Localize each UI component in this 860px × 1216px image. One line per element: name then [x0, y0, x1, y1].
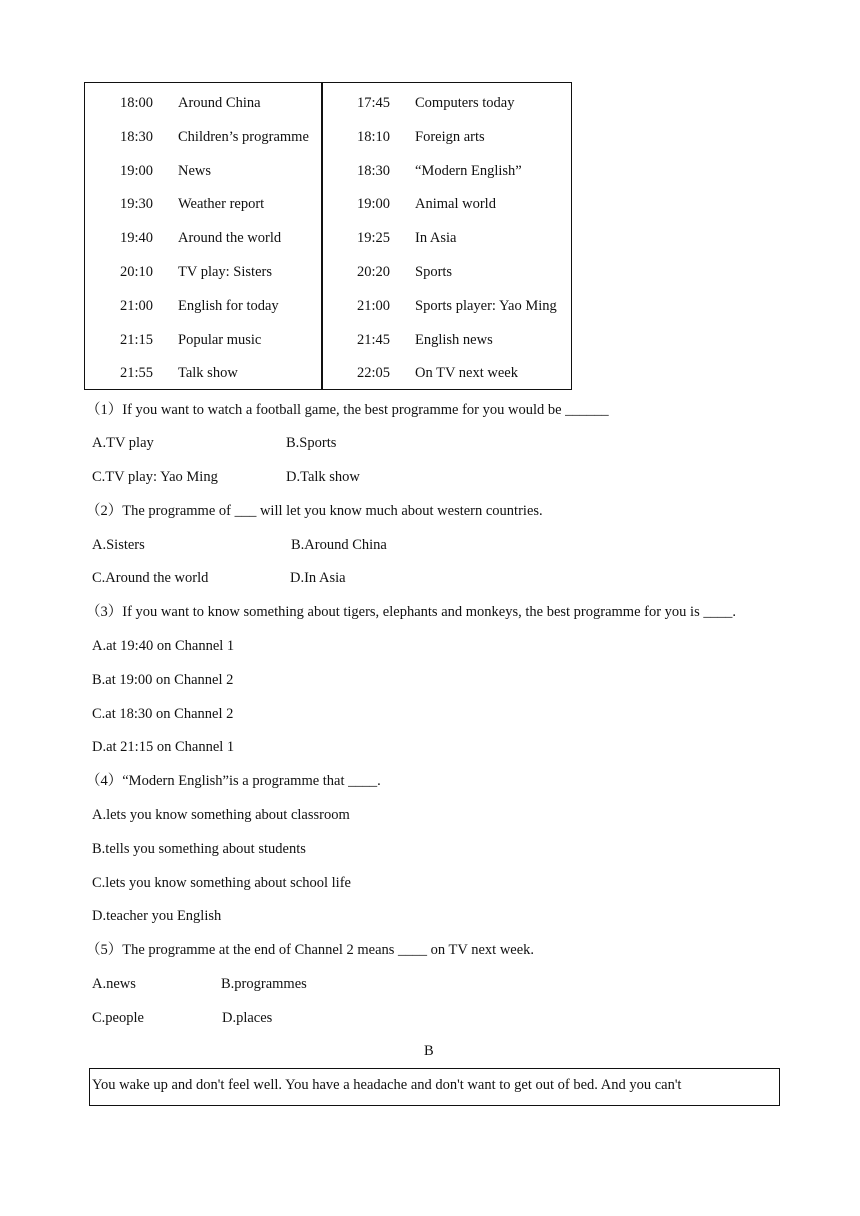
schedule-row [85, 262, 321, 282]
answer-option: C.lets you know something about school life [92, 875, 351, 891]
schedule-row [85, 93, 321, 113]
question-stem: （3）If you want to know something about tigers, elephants and monkeys, the best programme for you is ____. [86, 604, 736, 620]
schedule-time: 19:30 [120, 196, 154, 212]
schedule-time: 18:30 [120, 129, 154, 145]
schedule-programme: News [178, 163, 212, 179]
schedule-programme: Around China [178, 95, 261, 111]
answer-option: B.Sports [286, 435, 337, 451]
schedule-time: 22:05 [357, 365, 391, 381]
schedule-programme: Popular music [178, 332, 262, 348]
schedule-row [323, 194, 571, 214]
schedule-programme: Sports player: Yao Ming [415, 298, 557, 314]
schedule-time: 18:00 [120, 95, 154, 111]
schedule-time: 21:15 [120, 332, 154, 348]
schedule-time: 17:45 [357, 95, 391, 111]
answer-option: A.news [92, 976, 136, 992]
answer-option: A.Sisters [92, 537, 145, 553]
schedule-time: 18:10 [357, 129, 391, 145]
section-b-heading: B [424, 1043, 434, 1059]
tv-schedule-table [84, 82, 572, 390]
answer-option: C.TV play: Yao Ming [92, 469, 218, 485]
schedule-row [85, 194, 321, 214]
answer-option: B.at 19:00 on Channel 2 [92, 672, 234, 688]
answer-option: A.at 19:40 on Channel 1 [92, 638, 235, 654]
schedule-programme: Weather report [178, 196, 265, 212]
schedule-time: 21:45 [357, 332, 391, 348]
answer-option: A.TV play [92, 435, 154, 451]
schedule-programme: Computers today [415, 95, 515, 111]
answer-option: D.teacher you English [92, 908, 222, 924]
schedule-row [85, 363, 321, 383]
schedule-row [85, 330, 321, 350]
schedule-row [85, 228, 321, 248]
schedule-row [323, 330, 571, 350]
schedule-row [85, 127, 321, 147]
answer-option: B.Around China [291, 537, 387, 553]
schedule-time: 19:00 [120, 163, 154, 179]
section-b-passage-box [89, 1068, 780, 1106]
schedule-programme: English for today [178, 298, 279, 314]
schedule-programme: Foreign arts [415, 129, 485, 145]
answer-option: D.places [222, 1010, 273, 1026]
answer-option: D.In Asia [290, 570, 346, 586]
schedule-row [323, 127, 571, 147]
schedule-row [323, 262, 571, 282]
question-stem: （4）“Modern English”is a programme that ____. [86, 773, 381, 789]
answer-option: D.at 21:15 on Channel 1 [92, 739, 235, 755]
schedule-programme: In Asia [415, 230, 457, 246]
question-stem: （2）The programme of ___ will let you know much about western countries. [86, 503, 543, 519]
section-b-passage-text: You wake up and don't feel well. You have a headache and don't want to get out of bed. And you can't [92, 1077, 682, 1093]
schedule-time: 19:25 [357, 230, 391, 246]
answer-option: D.Talk show [286, 469, 360, 485]
answer-option: B.tells you something about students [92, 841, 306, 857]
schedule-row [323, 161, 571, 181]
schedule-time: 19:40 [120, 230, 154, 246]
schedule-row [323, 296, 571, 316]
answer-option: C.Around the world [92, 570, 209, 586]
schedule-time: 18:30 [357, 163, 391, 179]
schedule-programme: Animal world [415, 196, 496, 212]
schedule-row [85, 296, 321, 316]
schedule-programme: TV play: Sisters [178, 264, 272, 280]
answer-option: A.lets you know something about classroom [92, 807, 350, 823]
schedule-programme: “Modern English” [415, 163, 522, 179]
schedule-time: 21:00 [120, 298, 154, 314]
schedule-programme: English news [415, 332, 493, 348]
schedule-time: 21:00 [357, 298, 391, 314]
answer-option: B.programmes [221, 976, 307, 992]
schedule-time: 21:55 [120, 365, 154, 381]
schedule-programme: On TV next week [415, 365, 518, 381]
schedule-time: 20:20 [357, 264, 391, 280]
schedule-row [323, 363, 571, 383]
answer-option: C.at 18:30 on Channel 2 [92, 706, 234, 722]
schedule-programme: Children’s programme [178, 129, 309, 145]
schedule-time: 19:00 [357, 196, 391, 212]
schedule-programme: Talk show [178, 365, 238, 381]
question-stem: （5）The programme at the end of Channel 2 means ____ on TV next week. [86, 942, 535, 958]
schedule-time: 20:10 [120, 264, 154, 280]
schedule-programme: Around the world [178, 230, 282, 246]
question-stem: （1）If you want to watch a football game, the best programme for you would be ______ [86, 402, 609, 418]
schedule-row [85, 161, 321, 181]
schedule-programme: Sports [415, 264, 453, 280]
answer-option: C.people [92, 1010, 144, 1026]
schedule-row [323, 93, 571, 113]
schedule-row [323, 228, 571, 248]
